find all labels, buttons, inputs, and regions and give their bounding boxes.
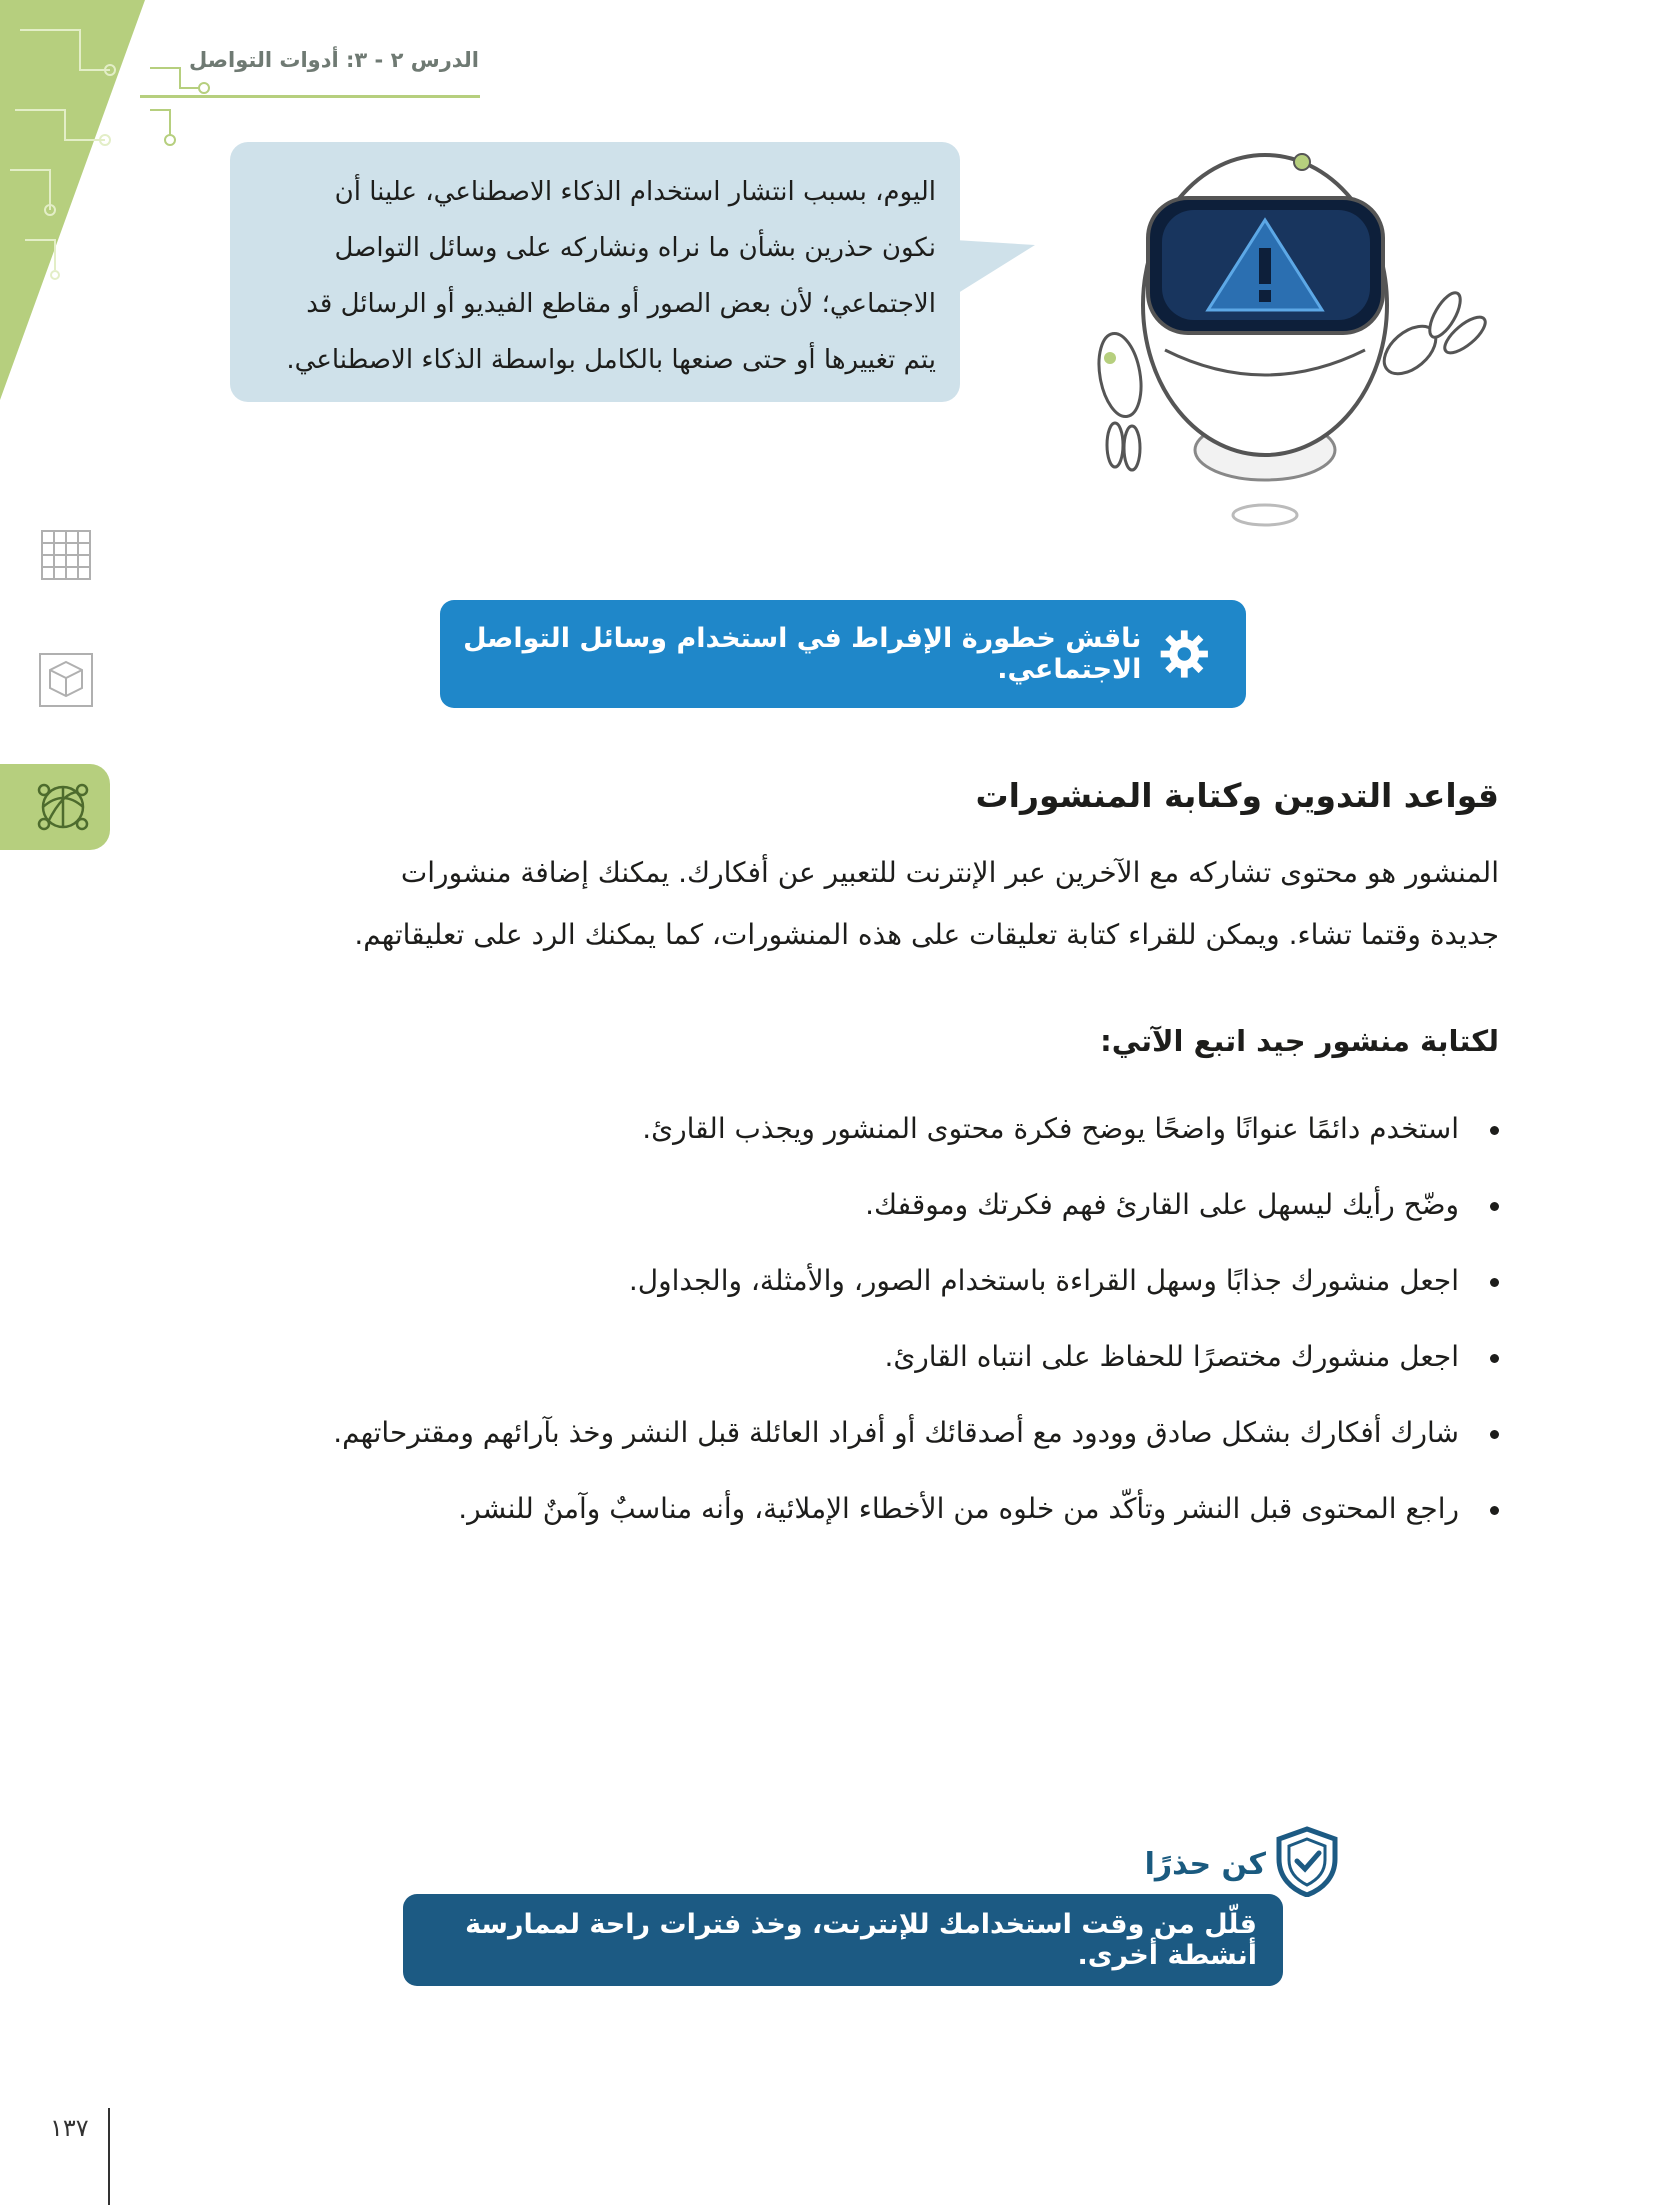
bullet: [1490, 1354, 1499, 1363]
discuss-box: [440, 600, 1246, 708]
network-globe-icon: [34, 778, 92, 836]
discuss-text: ناقش خطورة الإفراط في استخدام وسائل التواصل الاجتماعي.: [463, 623, 1142, 685]
list-item: شارك أفكارك بشكل صادق وودود مع أصدقائك أو أفراد العائلة قبل النشر وخذ بآرائهم ومقترحاتهم.: [179, 1402, 1499, 1464]
bullet: [1490, 1506, 1499, 1515]
caution-box: [403, 1894, 1283, 1986]
bullet: [1490, 1202, 1499, 1211]
lesson-title: الدرس ٢ - ٣: أدوات التواصل: [189, 48, 479, 72]
bullet: [1490, 1430, 1499, 1439]
bullet: [1490, 1278, 1499, 1287]
list-item: اجعل منشورك مختصرًا للحفاظ على انتباه القارئ.: [179, 1326, 1499, 1388]
cube-icon[interactable]: [38, 652, 94, 708]
page-number: ١٣٧: [50, 2114, 89, 2142]
section-paragraph: [174, 842, 1499, 966]
bubble-line: الاجتماعي؛ لأن بعض الصور أو مقاطع الفيديو أو الرسائل قد: [306, 289, 936, 319]
tips-list: [179, 1098, 1499, 1554]
footer-divider: [108, 2108, 110, 2205]
shield-check-icon: [1272, 1825, 1342, 1897]
speech-bubble: [230, 142, 960, 402]
caution-label: كن حذرًا: [1144, 1847, 1266, 1882]
sidebar-active-tab[interactable]: [0, 764, 110, 850]
bubble-line: نكون حذرين بشأن ما نراه ونشاركه على وسائل التواصل: [334, 233, 936, 263]
spreadsheet-icon[interactable]: [38, 527, 94, 583]
paragraph-line: المنشور هو محتوى تشاركه مع الآخرين عبر الإنترنت للتعبير عن أفكارك. يمكنك إضافة منشورات: [400, 856, 1499, 889]
list-item: راجع المحتوى قبل النشر وتأكّد من خلوه من الأخطاء الإملائية، وأنه مناسبٌ وآمنٌ للنشر.: [179, 1478, 1499, 1540]
list-item: وضّح رأيك ليسهل على القارئ فهم فكرتك وموقفك.: [179, 1174, 1499, 1236]
caution-text: قلّل من وقت استخدامك للإنترنت، وخذ فترات راحة لممارسة أنشطة أخرى.: [465, 1909, 1257, 1971]
bubble-line: يتم تغييرها أو حتى صنعها بالكامل بواسطة الذكاء الاصطناعي.: [286, 345, 936, 375]
bubble-line: اليوم، بسبب انتشار استخدام الذكاء الاصطناعي، علينا أن: [334, 177, 936, 207]
list-item: استخدم دائمًا عنوانًا واضحًا يوضح فكرة محتوى المنشور ويجذب القارئ.: [179, 1098, 1499, 1160]
gear-icon: [1159, 624, 1210, 684]
list-item: اجعل منشورك جذابًا وسهل القراءة باستخدام الصور، والأمثلة، والجداول.: [179, 1250, 1499, 1312]
robot-illustration: [1090, 120, 1490, 540]
bullet: [1490, 1126, 1499, 1135]
bubble-tail: [955, 240, 1035, 300]
header-divider: [140, 95, 480, 98]
section-heading: قواعد التدوين وكتابة المنشورات: [975, 776, 1499, 815]
list-heading: لكتابة منشور جيد اتبع الآتي:: [1100, 1024, 1499, 1058]
paragraph-line: جديدة وقتما تشاء. ويمكن للقراء كتابة تعليقات على هذه المنشورات، كما يمكنك الرد على تعليقاتهم.: [354, 918, 1499, 951]
